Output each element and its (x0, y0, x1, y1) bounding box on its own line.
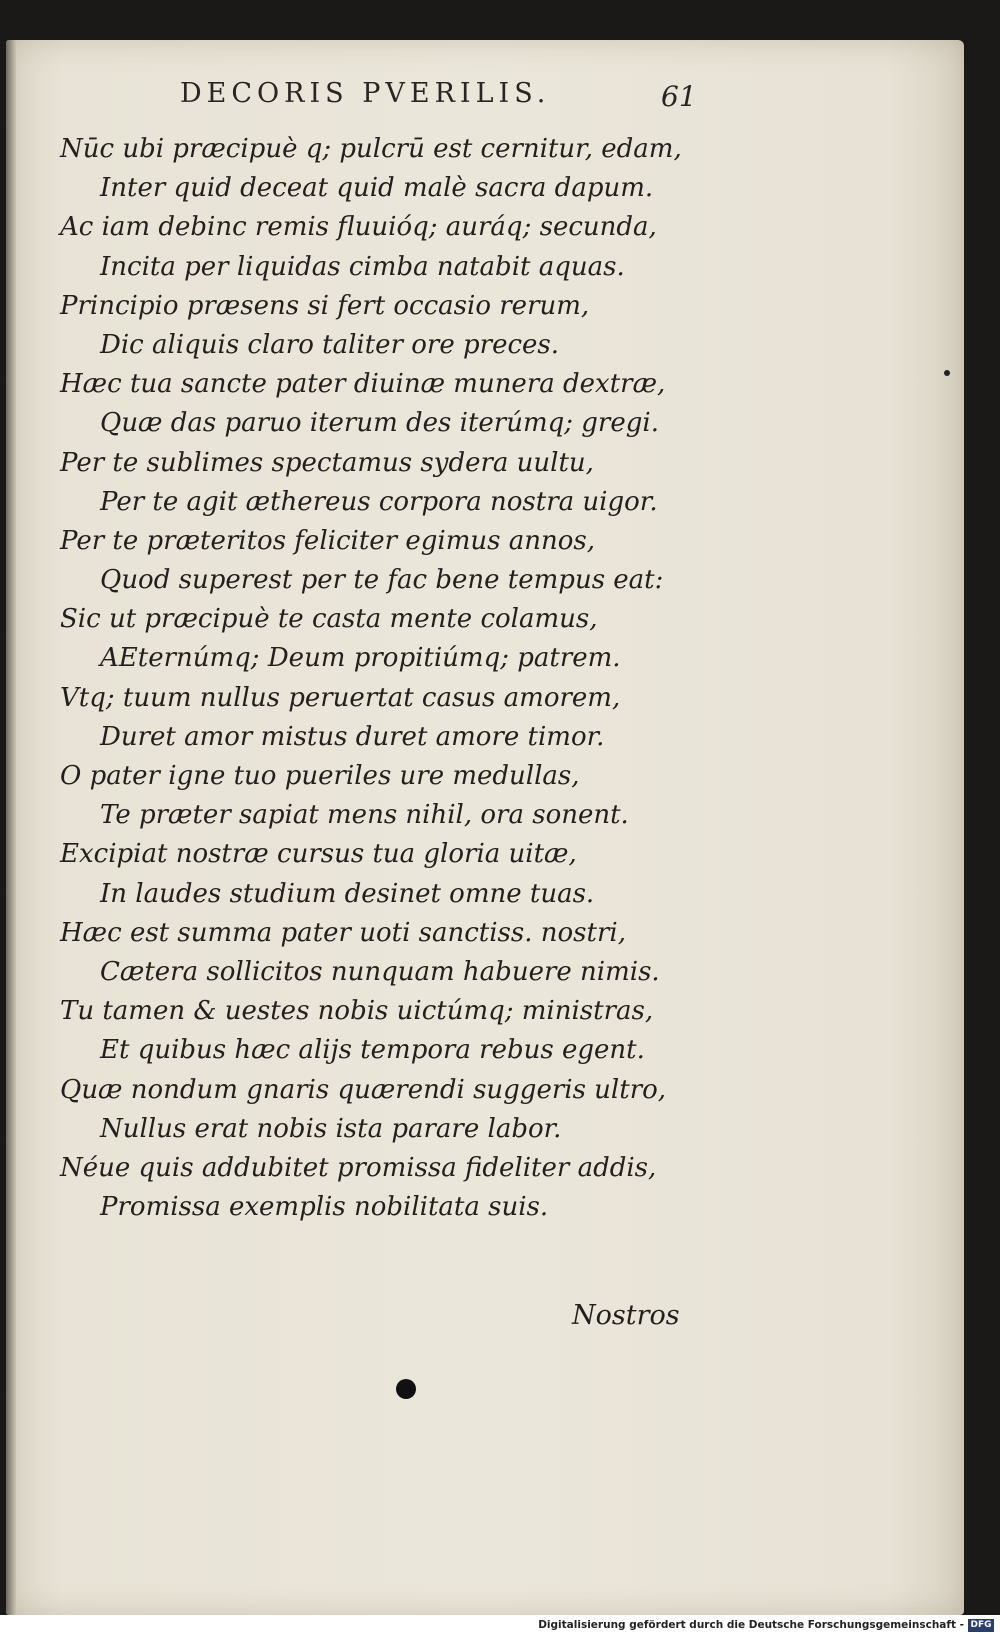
verse-line: Hæc tua sancte pater diuinæ munera dextræ, (60, 369, 666, 400)
verse-line: Dic aliquis claro taliter ore preces. (100, 329, 560, 360)
verse-line: Quæ nondum gnaris quærendi suggeris ultro, (60, 1074, 667, 1105)
verse-line: Hæc est summa pater uoti sanctiss. nostri, (60, 917, 626, 948)
page-number: 61 (661, 80, 697, 113)
verse-line: Nullus erat nobis ista parare labor. (100, 1113, 562, 1144)
verse-line: Te præter sapiat mens nihil, ora sonent. (100, 800, 629, 831)
funding-credit: Digitalisierung gefördert durch die Deutsche Forschungsgemeinschaft - (538, 1619, 964, 1631)
verse-line: Néue quis addubitet promissa fideliter addis, (60, 1152, 657, 1183)
ink-blot-mark (396, 1379, 416, 1399)
verse-line: Excipiat nostræ cursus tua gloria uitæ, (60, 839, 577, 870)
verse-line: Cætera sollicitos nunquam habuere nimis. (100, 956, 660, 987)
verse-line: Vtq; tuum nullus peruertat casus amorem, (60, 682, 621, 713)
verse-line: Ac iam debinc remis fluuióq; auráq; secunda, (60, 212, 657, 243)
verse-line: Incita per liquidas cimba natabit aquas. (100, 251, 625, 282)
verse-line: Per te præteritos feliciter egimus annos, (60, 525, 595, 556)
verse-line: Tu tamen & uestes nobis uictúmq; ministras, (60, 996, 654, 1027)
verse-line: Nūc ubi præcipuè q; pulcrū est cernitur, edam, (60, 134, 682, 164)
verse-line: Sic ut præcipuè te casta mente colamus, (60, 604, 598, 635)
verse-line: O pater igne tuo pueriles ure medullas, (60, 761, 580, 791)
verse-line: Per te agit æthereus corpora nostra uigor. (100, 486, 658, 517)
verse-line: In laudes studium desinet omne tuas. (100, 878, 595, 909)
running-head: DECORIS PVERILIS. (180, 78, 551, 109)
catchword: Nostros (572, 1300, 680, 1331)
verse-line: Et quibus hæc alijs tempora rebus egent. (100, 1035, 645, 1066)
ink-speck-mark (944, 370, 950, 376)
verse-line: AEternúmq; Deum propitiúmq; patrem. (100, 643, 621, 674)
page-gutter-edge (6, 40, 16, 1615)
verse-line: Quæ das paruo iterum des iterúmq; gregi. (100, 408, 659, 439)
verse-line: Promissa exemplis nobilitata suis. (100, 1192, 549, 1223)
verse-line: Principio præsens si fert occasio rerum, (60, 290, 590, 321)
verse-line: Inter quid deceat quid malè sacra dapum. (100, 173, 654, 204)
poem-text (60, 130, 720, 1227)
verse-line: Per te sublimes spectamus sydera uultu, (60, 447, 594, 478)
verse-line: Duret amor mistus duret amore timor. (100, 721, 605, 752)
verse-line: Quod superest per te fac bene tempus eat: (100, 565, 664, 596)
dfg-logo: DFG (968, 1619, 994, 1632)
